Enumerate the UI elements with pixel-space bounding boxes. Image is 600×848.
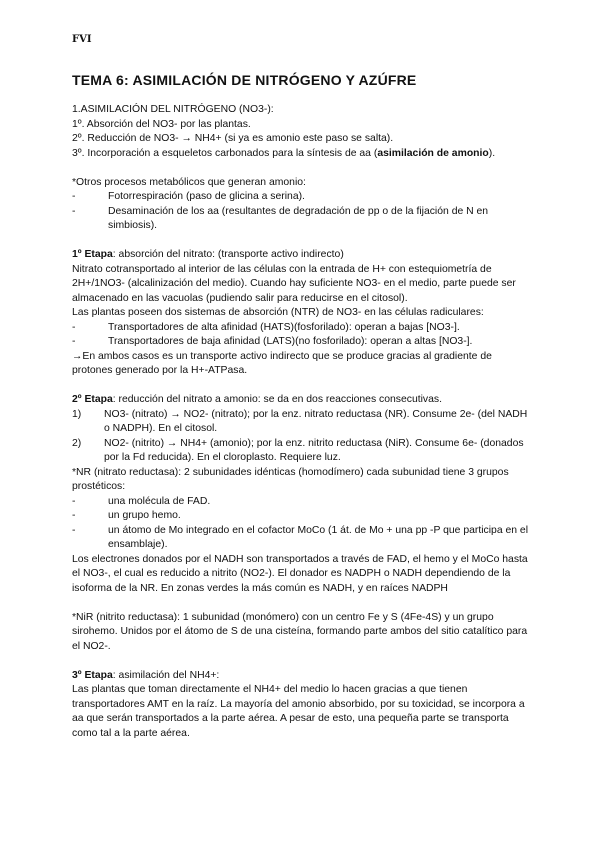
page-title: TEMA 6: ASIMILACIÓN DE NITRÓGENO Y AZÚFRE bbox=[72, 72, 417, 88]
step-3-bold: asimilación de amonio bbox=[377, 147, 489, 159]
header-mark: FVI bbox=[72, 34, 92, 45]
paragraph: Las plantas que toman directamente el NH4+ del medio lo hacen gracias a que tienen transportadores AMT en la raíz. La mayoría del amonio absorbido, por su toxicidad, se incorpora a aa que serán transportados a la parte aérea. A pesar de esto, una pequeña parte se transporta como tal a la parte aérea. bbox=[72, 684, 525, 739]
paragraph: →En ambos casos es un transporte activo indirecto que se produce gracias al gradiente de protones generado por la H+-ATPasa. bbox=[72, 350, 492, 376]
others-intro: *Otros procesos metabólicos que generan amonio: bbox=[72, 176, 306, 188]
stage-1-heading bbox=[72, 248, 532, 263]
list-item: - Desaminación de los aa (resultantes de degradación de pp o de la fijación de N en simbiosis). bbox=[72, 205, 532, 234]
list-item: - un grupo hemo. bbox=[72, 509, 532, 524]
paragraph: Las plantas poseen dos sistemas de absorción (NTR) de NO3- en las células radiculares: bbox=[72, 307, 484, 318]
reaction-item bbox=[72, 437, 532, 466]
reaction-text: NO3- (nitrato) → NO2- (nitrato); por la enz. nitrato reductasa (NR). Consume 2e- (del NADH o NADPH). En el citosol. bbox=[104, 408, 528, 434]
nr-intro: *NR (nitrato reductasa): 2 subunidades idénticas (homodímero) cada subunidad tiene 3 grupos prostéticos: bbox=[72, 466, 509, 492]
paragraph: Los electrones donados por el NADH son transportados a través de FAD, el hemo y el MoCo hasta el NO3-, el cual es reducido a nitrito (NO2-). El donador es NADPH o NADH dependiendo de la isoforma de la NR. En zonas verdes la más común es NADH, y en raíces NADPH bbox=[72, 553, 528, 594]
list-item: - una molécula de FAD. bbox=[72, 495, 532, 510]
reaction-number: 1) bbox=[72, 408, 82, 420]
reaction-text: NO2- (nitrito) → NH4+ (amonio); por la enz. nitrito reductasa (NiR). Consume 6e- (donados por la Fd reducida). En el cloroplasto. Requiere luz. bbox=[104, 437, 524, 463]
stage-3-heading bbox=[72, 669, 532, 684]
stage-1-label: 1º Etapa bbox=[72, 249, 113, 260]
stage-2-heading bbox=[72, 393, 532, 408]
nir-paragraph: *NiR (nitrito reductasa): 1 subunidad (monómero) con un centro Fe y S (4Fe-4S) y un grupo sirohemo. Unidos por el átomo de S de una cisteína, formando parte ambos del sitio catalítico para el NO2-. bbox=[72, 611, 528, 652]
step-3-end: ). bbox=[488, 147, 496, 159]
list-item: - Fotorrespiración (paso de glicina a serina). bbox=[72, 190, 532, 205]
stage-2-title: : reducción del nitrato a amonio: se da en dos reacciones consecutivas. bbox=[112, 394, 442, 405]
list-item: - un átomo de Mo integrado en el cofactor MoCo (1 át. de Mo + una pp -P que participa en el ensamblaje). bbox=[72, 524, 532, 553]
step-1: 1º. Absorción del NO3- por las plantas. bbox=[72, 118, 251, 130]
step-2: 2º. Reducción de NO3- → NH4+ (si ya es amonio este paso se salta). bbox=[72, 133, 394, 144]
stage-2-label: 2º Etapa bbox=[72, 394, 113, 405]
list-item: - Transportadores de baja afinidad (LATS)(no fosforilado): operan a altas [NO3-]. bbox=[72, 335, 532, 350]
reaction-number: 2) bbox=[72, 437, 82, 449]
stage-3-label: 3º Etapa bbox=[72, 669, 113, 681]
section-heading: 1.ASIMILACIÓN DEL NITRÓGENO (NO3-): bbox=[72, 104, 274, 115]
step-3-text: 3º. Incorporación a esqueletos carbonados para la síntesis de aa ( bbox=[72, 147, 378, 159]
reaction-item bbox=[72, 408, 532, 437]
step-3 bbox=[72, 147, 532, 162]
stage-1-title: : absorción del nitrato: (transporte activo indirecto) bbox=[112, 249, 344, 260]
stage-3-title: : asimilación del NH4+: bbox=[112, 669, 220, 681]
document-body bbox=[72, 103, 532, 741]
paragraph: Nitrato cotransportado al interior de las células con la entrada de H+ con estequiometría de 2H+/1NO3- (alcalinización del medio). Cuando hay suficiente NO3- en el medio, parte puede ser almacenado en las vacuolas (pudiendo salir para reducirse en el citosol). bbox=[72, 263, 516, 304]
list-item: - Transportadores de alta afinidad (HATS)(fosforilado): operan a bajas [NO3-]. bbox=[72, 321, 532, 336]
